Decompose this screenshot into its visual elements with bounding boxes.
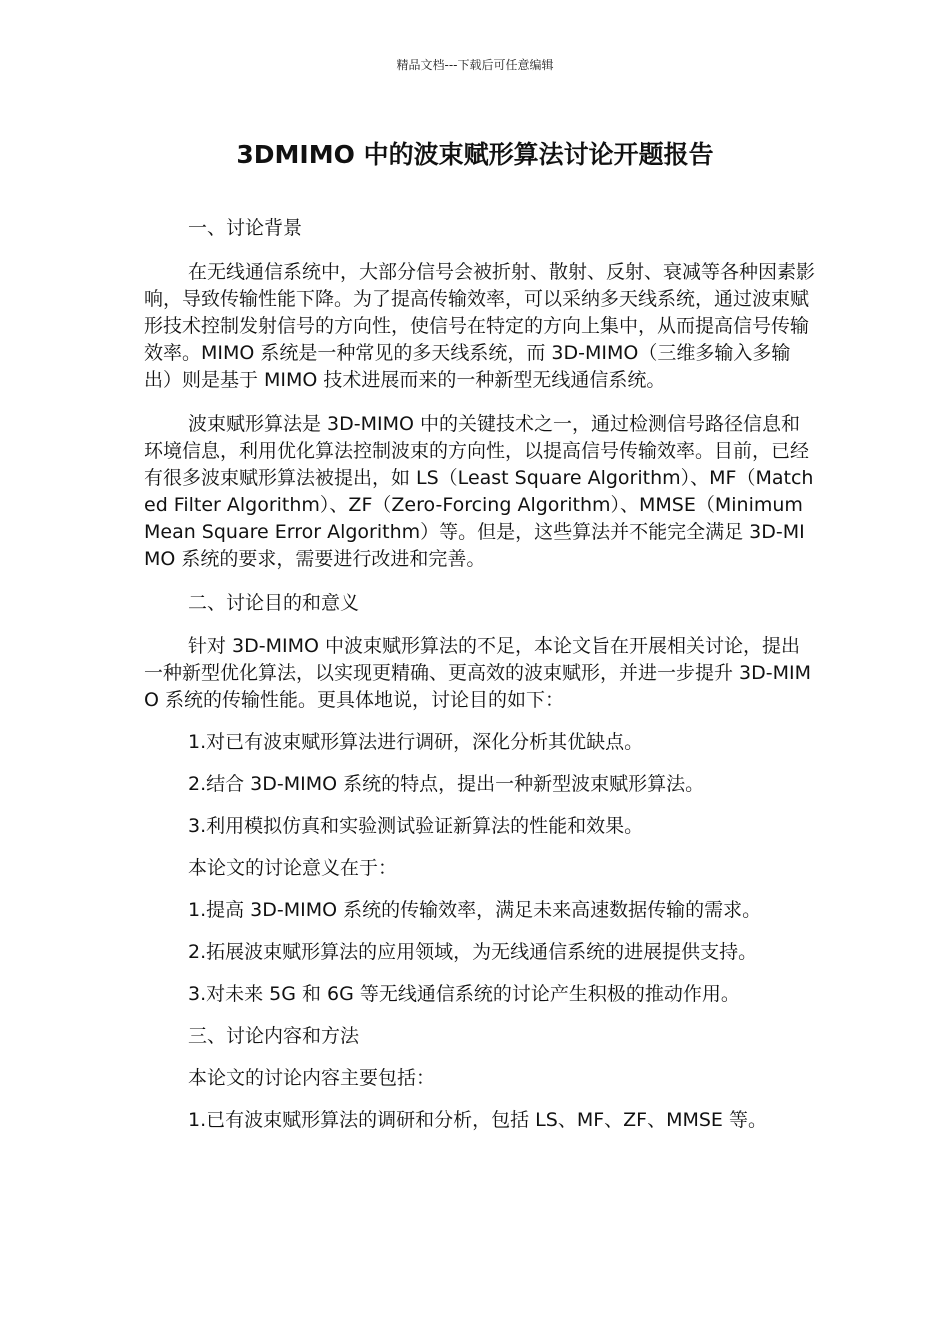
section-1-heading: 一、讨论背景	[188, 217, 303, 239]
page-header-note: 精品文档---下载后可任意编辑	[396, 58, 554, 72]
document-title: 3DMIMO 中的波束赋形算法讨论开题报告	[236, 140, 714, 169]
section-3-heading: 三、讨论内容和方法	[188, 1025, 360, 1047]
goal-item-1: 1.对已有波束赋形算法进行调研，深化分析其优缺点。	[188, 731, 644, 753]
section-1-paragraph-2: 波束赋形算法是 3D-MIMO 中的关键技术之一，通过检测信号路径信息和环境信息，利用优化算法控制波束的方向性，以提高信号传输效率。目前，已经有很多波束赋形算法被提出，如 LS（Least Square Algorithm）、MF（Matched Filter Algorithm）、ZF（Zero-Forcing Algorithm）、MMSE（Minimum Mean Square Error Algorithm）等。但是，这些算法并不能完全满足 3D-MIMO 系统的要求，需要进行改进和完善。	[144, 413, 814, 570]
section-2-paragraph-1: 针对 3D-MIMO 中波束赋形算法的不足，本论文旨在开展相关讨论，提出一种新型优化算法，以实现更精确、更高效的波束赋形，并进一步提升 3D-MIMO 系统的传输性能。更具体地说，讨论目的如下：	[144, 635, 812, 711]
goal-item-3: 3.利用模拟仿真和实验测试验证新算法的性能和效果。	[188, 815, 644, 837]
meaning-item-2: 2.拓展波束赋形算法的应用领域，为无线通信系统的进展提供支持。	[188, 941, 758, 963]
section-3-intro: 本论文的讨论内容主要包括：	[188, 1067, 436, 1089]
content-item-1: 1.已有波束赋形算法的调研和分析，包括 LS、MF、ZF、MMSE 等。	[188, 1109, 767, 1131]
goal-item-2: 2.结合 3D-MIMO 系统的特点，提出一种新型波束赋形算法。	[188, 773, 705, 795]
meaning-item-1: 1.提高 3D-MIMO 系统的传输效率，满足未来高速数据传输的需求。	[188, 899, 762, 921]
section-2-heading: 二、讨论目的和意义	[188, 592, 360, 614]
meaning-intro: 本论文的讨论意义在于：	[188, 857, 398, 879]
document-body	[144, 215, 816, 1134]
meaning-item-3: 3.对未来 5G 和 6G 等无线通信系统的讨论产生积极的推动作用。	[188, 983, 740, 1005]
section-1-paragraph-1: 在无线通信系统中，大部分信号会被折射、散射、反射、衰减等各种因素影响，导致传输性能下降。为了提高传输效率，可以采纳多天线系统，通过波束赋形技术控制发射信号的方向性，使信号在特定的方向上集中，从而提高信号传输效率。MIMO 系统是一种常见的多天线系统，而 3D-MIMO（三维多输入多输出）则是基于 MIMO 技术进展而来的一种新型无线通信系统。	[144, 261, 816, 391]
